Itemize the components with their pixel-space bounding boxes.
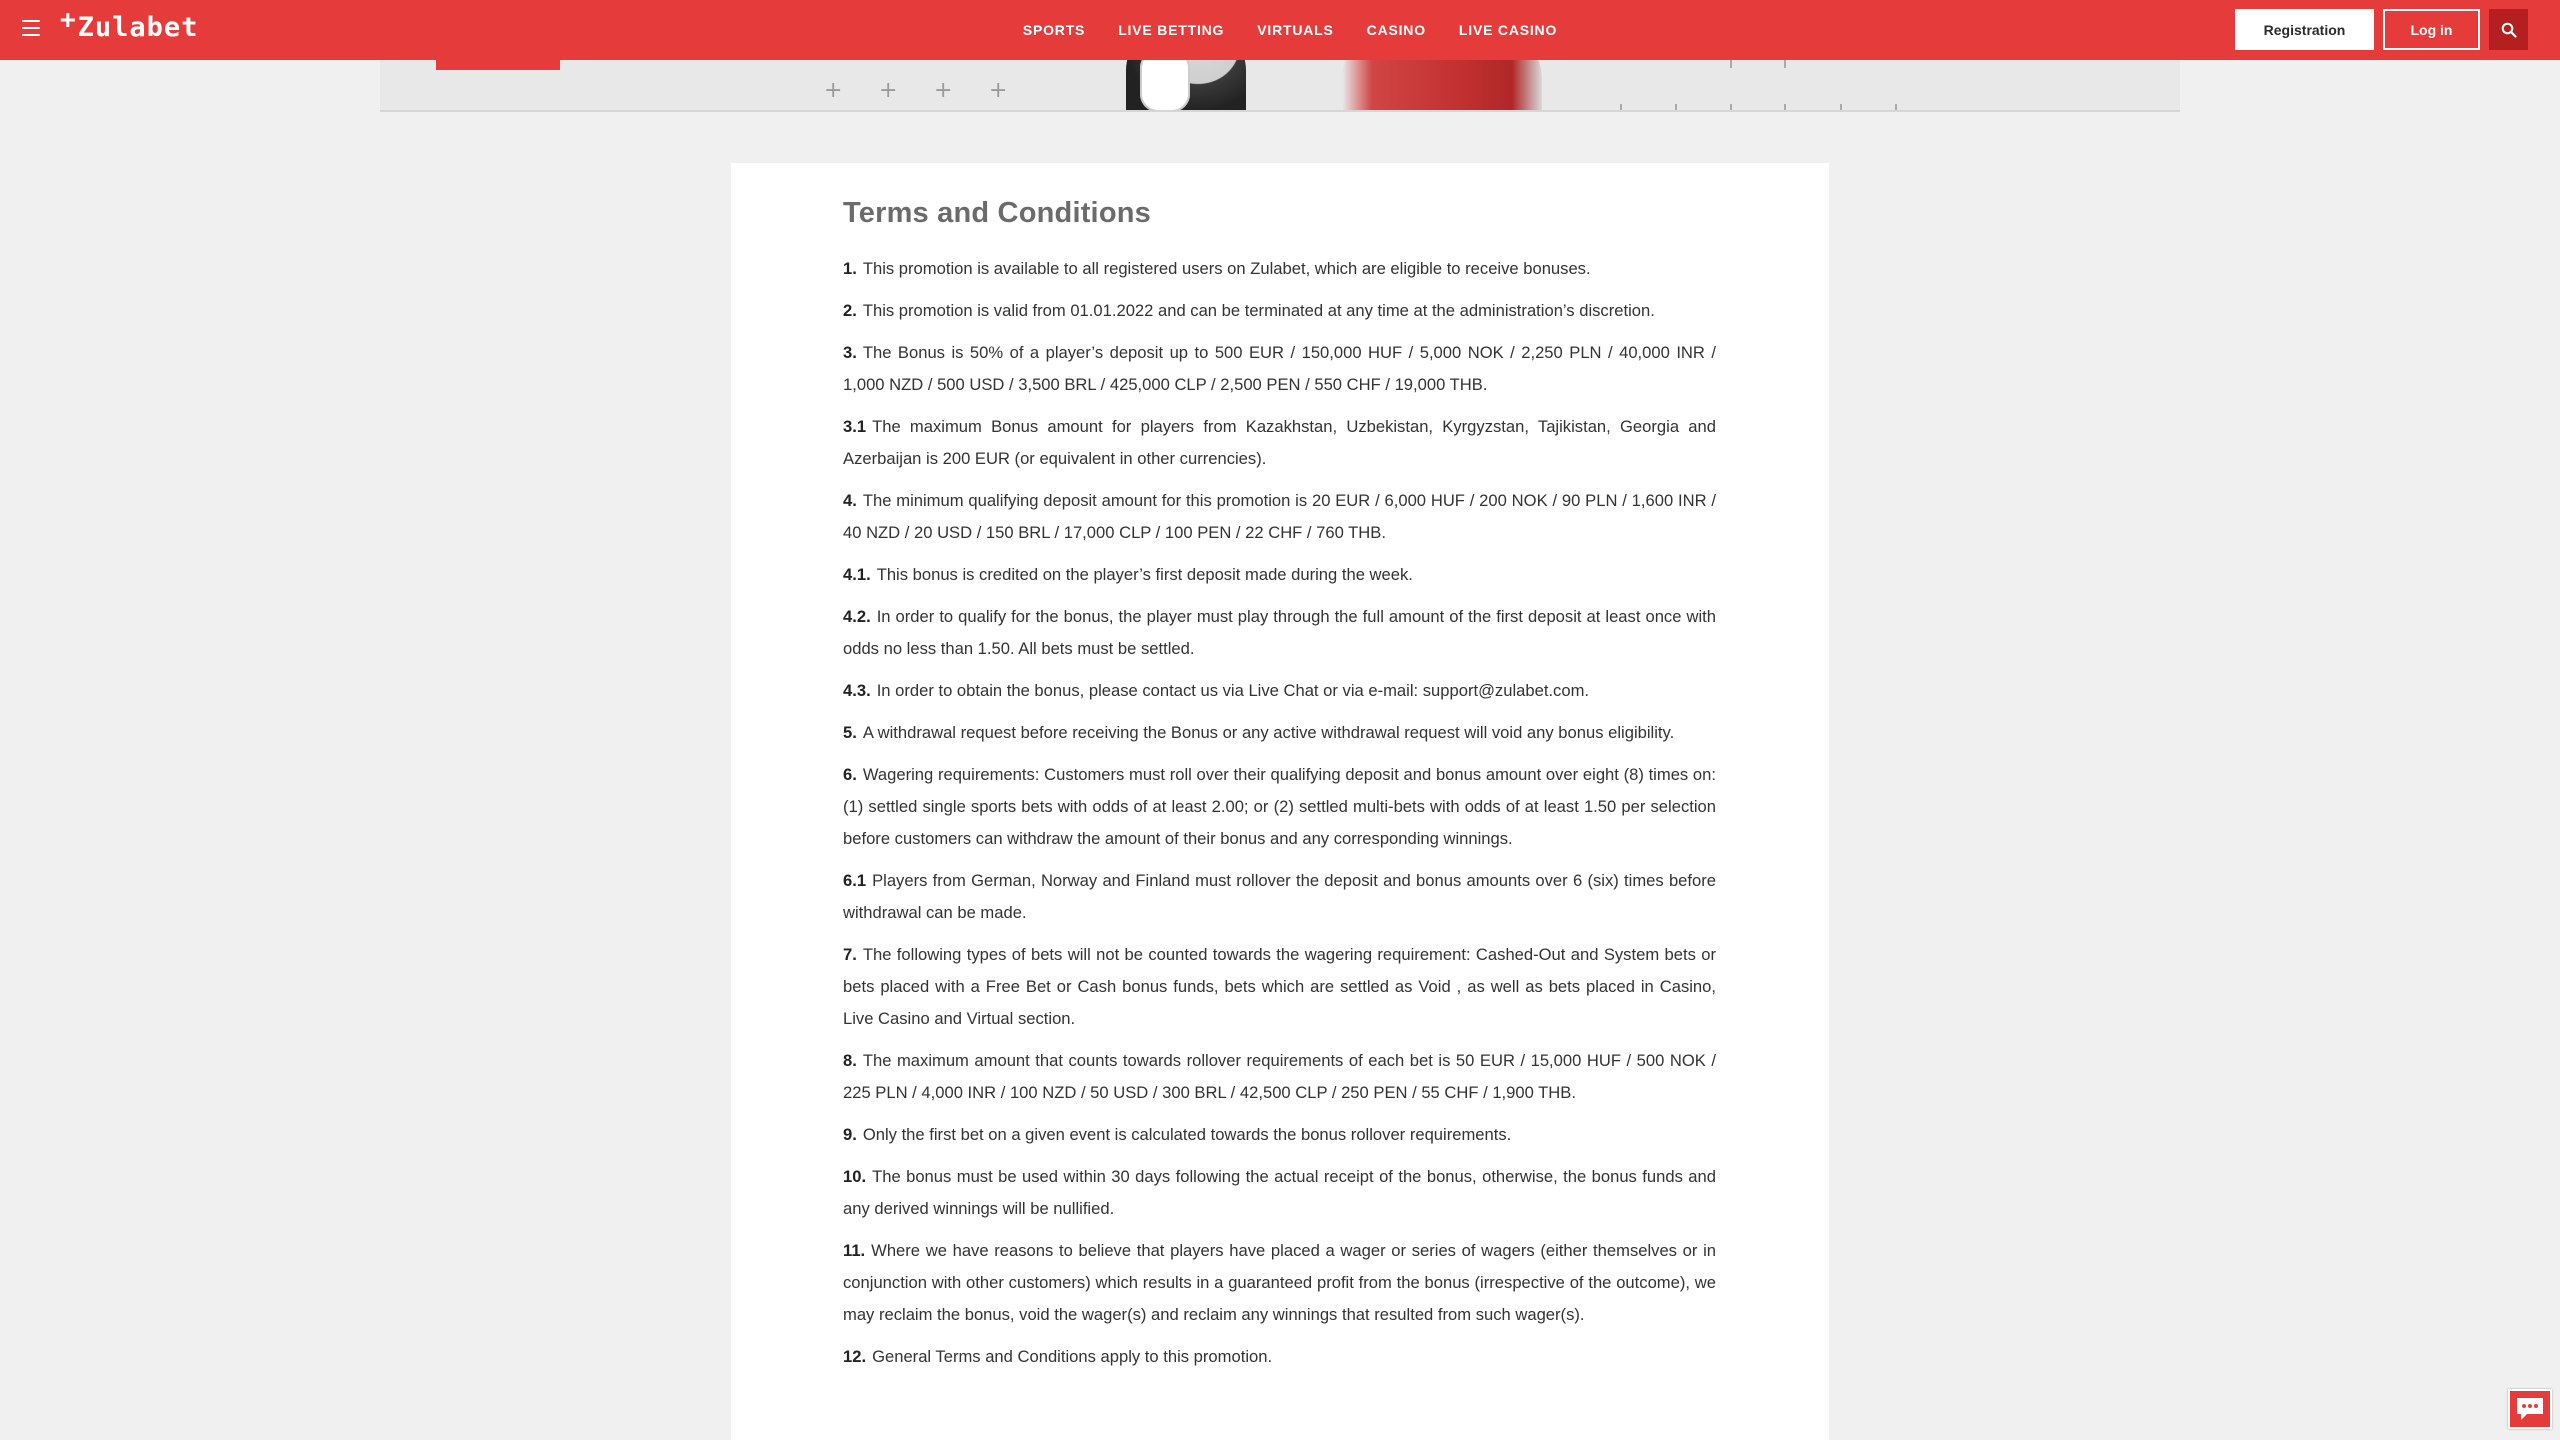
term-text: A withdrawal request before receiving the Bonus or any active withdrawal request will void any bonus eligibility.: [862, 723, 1675, 742]
banner-player-arm: [1140, 60, 1190, 112]
promo-banner: [380, 60, 2180, 112]
term-number: 3.1: [843, 417, 867, 436]
term-text: This bonus is credited on the player’s first deposit made during the week.: [876, 565, 1413, 584]
term-item: [843, 759, 1716, 855]
term-item: [843, 1235, 1716, 1331]
login-button[interactable]: Log in: [2383, 9, 2480, 50]
nav-sports[interactable]: SPORTS: [1022, 22, 1086, 38]
decor-tick: [1730, 104, 1732, 112]
terms-list: [843, 253, 1716, 1383]
nav-live-betting[interactable]: LIVE BETTING: [1118, 22, 1225, 38]
term-text: The maximum Bonus amount for players from Kazakhstan, Uzbekistan, Kyrgyzstan, Tajikistan, Georgia and Azerbaijan is 200 EUR (or equivalent in other currencies).: [843, 417, 1716, 468]
term-item: [843, 253, 1716, 285]
term-number: 3.: [843, 343, 857, 362]
term-text: The following types of bets will not be counted towards the wagering requirement: Cashed-Out and System bets or bets placed with a Free Bet or Cash bonus funds, bets which are settled as Void , as well as bets placed in Casino, Live Casino and Virtual section.: [843, 945, 1716, 1028]
term-number: 9.: [843, 1125, 857, 1144]
term-text: The bonus must be used within 30 days following the actual receipt of the bonus, otherwise, the bonus funds and any derived winnings will be nullified.: [843, 1167, 1716, 1218]
decor-tick: [1840, 104, 1842, 112]
term-item: [843, 601, 1716, 665]
decor-plus-icon: +: [879, 78, 898, 103]
nav-virtuals[interactable]: VIRTUALS: [1257, 22, 1334, 38]
term-number: 5.: [843, 723, 857, 742]
term-text: The minimum qualifying deposit amount for this promotion is 20 EUR / 6,000 HUF / 200 NOK / 90 PLN / 1,600 INR / 40 NZD / 20 USD / 150 BRL / 17,000 CLP / 100 PEN / 22 CHF / 760 THB.: [843, 491, 1716, 542]
decor-plus-icon: +: [824, 78, 843, 103]
menu-icon[interactable]: [22, 20, 40, 36]
term-item: [843, 717, 1716, 749]
live-chat-button[interactable]: [2508, 1389, 2552, 1429]
term-item: [843, 1161, 1716, 1225]
term-number: 6.1: [843, 871, 867, 890]
banner-cta-button[interactable]: [436, 60, 560, 70]
nav-casino[interactable]: CASINO: [1366, 22, 1426, 38]
term-number: 1.: [843, 259, 857, 278]
decor-plus-icon: +: [934, 78, 953, 103]
term-item: [843, 485, 1716, 549]
search-button[interactable]: [2489, 9, 2528, 50]
decor-tick: [1784, 104, 1786, 112]
term-item: [843, 1045, 1716, 1109]
term-number: 4.: [843, 491, 857, 510]
main-nav: [0, 0, 2560, 60]
term-item: [843, 411, 1716, 475]
decor-plus-icon: +: [989, 78, 1008, 103]
nav-live-casino[interactable]: LIVE CASINO: [1458, 22, 1558, 38]
top-header: [0, 0, 2560, 60]
term-number: 7.: [843, 945, 857, 964]
decor-tick: [1784, 60, 1786, 68]
term-text: Players from German, Norway and Finland must rollover the deposit and bonus amounts over 6 (six) times before withdrawal can be made.: [843, 871, 1716, 922]
term-text: Where we have reasons to believe that players have placed a wager or series of wagers (either themselves or in conjunction with other customers) which results in a guaranteed profit from the bonus (irrespective of the outcome), we may reclaim the bonus, void the wager(s) and reclaim any winnings that resulted from such wager(s).: [843, 1241, 1716, 1324]
decor-tick: [1730, 60, 1732, 68]
search-icon: [2501, 22, 2517, 38]
logo[interactable]: [60, 5, 199, 46]
term-number: 12.: [843, 1347, 867, 1366]
term-text: This promotion is valid from 01.01.2022 and can be terminated at any time at the administration’s discretion.: [862, 301, 1655, 320]
term-item: [843, 1119, 1716, 1151]
term-text: General Terms and Conditions apply to this promotion.: [872, 1347, 1273, 1366]
term-text: This promotion is available to all registered users on Zulabet, which are eligible to receive bonuses.: [862, 259, 1591, 278]
banner-player-image: [1342, 60, 1542, 112]
term-text: The Bonus is 50% of a player’s deposit up to 500 EUR / 150,000 HUF / 5,000 NOK / 2,250 PLN / 40,000 INR / 1,000 NZD / 500 USD / 3,500 BRL / 425,000 CLP / 2,500 PEN / 550 CHF / 19,000 THB.: [843, 343, 1716, 394]
decor-tick: [1895, 104, 1897, 112]
term-item: [843, 865, 1716, 929]
term-item: [843, 337, 1716, 401]
term-text: The maximum amount that counts towards rollover requirements of each bet is 50 EUR / 15,000 HUF / 500 NOK / 225 PLN / 4,000 INR / 100 NZD / 50 USD / 300 BRL / 42,500 CLP / 250 PEN / 55 CHF / 1,900 THB.: [843, 1051, 1716, 1102]
registration-button[interactable]: Registration: [2235, 9, 2374, 50]
term-item: [843, 295, 1716, 327]
logo-plus: +: [60, 5, 77, 35]
logo-text: Zulabet: [77, 12, 199, 43]
term-item: [843, 559, 1716, 591]
decor-tick: [1675, 104, 1677, 112]
terms-card: [731, 163, 1829, 1440]
term-number: 4.1.: [843, 565, 871, 584]
term-text: In order to obtain the bonus, please contact us via Live Chat or via e-mail: support@zulabet.com.: [876, 681, 1590, 700]
term-text: In order to qualify for the bonus, the player must play through the full amount of the first deposit at least once with odds no less than 1.50. All bets must be settled.: [843, 607, 1716, 658]
term-text: Wagering requirements: Customers must roll over their qualifying deposit and bonus amount over eight (8) times on: (1) settled single sports bets with odds of at least 2.00; or (2) settled multi-bets with odds of at least 1.50 per selection before customers can withdraw the amount of their bonus and any corresponding winnings.: [843, 765, 1716, 848]
term-item: [843, 939, 1716, 1035]
term-text: Only the first bet on a given event is calculated towards the bonus rollover requirements.: [862, 1125, 1512, 1144]
term-number: 11.: [843, 1241, 866, 1260]
term-number: 10.: [843, 1167, 867, 1186]
chat-icon: [2515, 1396, 2545, 1422]
decor-tick: [1620, 104, 1622, 112]
term-number: 4.2.: [843, 607, 871, 626]
term-number: 8.: [843, 1051, 857, 1070]
page-title: Terms and Conditions: [843, 197, 1151, 229]
term-number: 6.: [843, 765, 857, 784]
term-number: 4.3.: [843, 681, 871, 700]
term-number: 2.: [843, 301, 857, 320]
term-item: [843, 675, 1716, 707]
term-item: [843, 1341, 1716, 1373]
